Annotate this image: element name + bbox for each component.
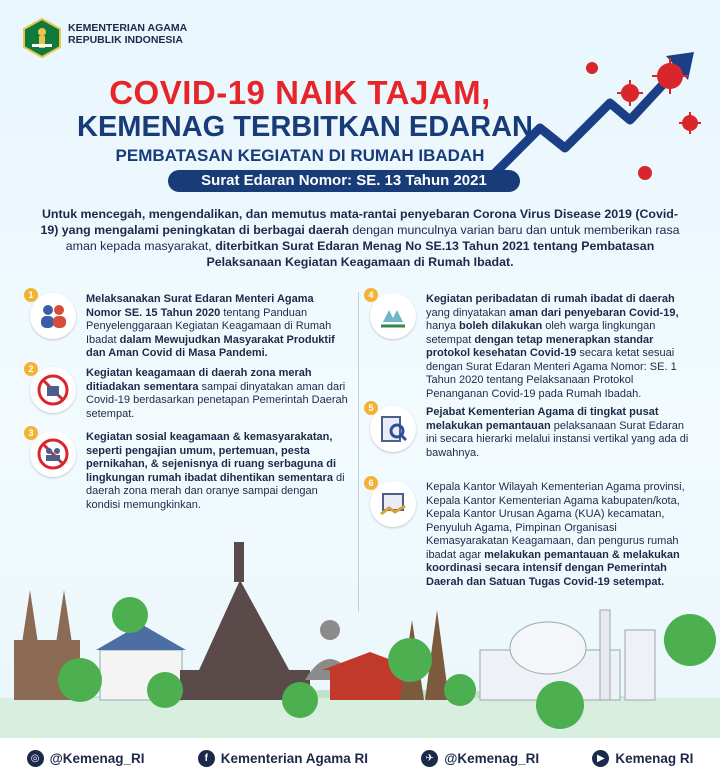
facebook-handle: Kementerian Agama RI [220,750,369,766]
intro-paragraph [40,206,680,270]
no-gathering-icon [28,364,76,413]
point-number: 1 [24,288,38,302]
instagram-link[interactable] [27,750,145,767]
monitoring-icon [368,403,416,452]
prayer-hands-icon [368,290,416,339]
org-line2: REPUBLIK INDONESIA [68,34,183,46]
point-number: 3 [24,426,38,440]
headline-line2: KEMENAG TERBITKAN EDARAN [77,111,533,143]
circular-number-badge: Surat Edaran Nomor: SE. 13 Tahun 2021 [168,170,520,192]
point-4-text-d: hanya [426,320,460,332]
point-3 [28,428,348,512]
point-4-bold-c: aman dari penyebaran Covid-19, [509,306,679,319]
org-name [68,22,187,46]
point-2-text: sampai dinyatakan aman dari Covid-19 berdasarkan penetapan Pemerintah Daerah setempat. [86,380,348,420]
point-4-bold-e: boleh dilakukan [459,320,543,332]
point-4-text-f: oleh warga lingkungan setempat [426,320,656,346]
point-2-bold-a: Kegiatan keagamaan di daerah zona merah ditiadakan sementara [86,367,312,393]
point-4-bold-g: dengan tetap menerapkan standar protokol kesehatan Covid-19 [426,333,654,359]
no-event-icon [28,428,76,477]
point-1-bold-a: Melaksanakan Surat Edaran Menteri Agama Nomor SE. 15 Tahun 2020 [86,293,314,319]
point-1-text: tentang Panduan Penyelenggaraan Kegiatan Keagamaan di Rumah Ibadat [86,306,332,346]
kemenag-logo [22,18,62,58]
headline-line1: COVID-19 NAIK TAJAM, [109,74,491,111]
headline-line3: PEMBATASAN KEGIATAN DI RUMAH IBADAH [115,146,485,165]
point-1 [28,290,348,361]
point-4 [368,290,692,401]
point-5-bold-a: Pejabat Kementerian Agama di tingkat pusat melakukan pemantauan [426,406,659,432]
people-icon [28,290,76,339]
point-4-text-h: secara ketat sesuai dengan Surat Edaran Menteri Agama Nomor: SE. 1 Tahun 2020 tentang Pelaksanaan Protokol Penanganan Covid-19 pada Rumah Ibadah. [426,347,677,400]
point-5 [368,403,692,460]
point-1-bold-c: dalam Mewujudkan Masyarakat Produktif dan Aman Covid di Masa Pandemi. [86,333,335,359]
places-of-worship-illustration [0,520,720,738]
twitter-handle: @Kemenag_RI [444,750,540,766]
twitter-icon: ✈ [421,750,438,767]
twitter-link[interactable] [421,750,539,767]
point-3-bold-a: Kegiatan sosial keagamaan & kemasyarakatan, seperti pengajian umum, pertemuan, pesta pernikahan, & sejenisnya di ruang serbaguna di lingkungan rumah ibadat dihentikan sementara [86,431,337,484]
youtube-icon: ▶ [592,750,609,767]
point-number: 5 [364,401,378,415]
point-number: 6 [364,476,378,490]
footer-social-bar [0,738,720,778]
instagram-icon: ◎ [27,750,44,767]
facebook-icon: f [198,750,215,767]
point-6-bold-b: melakukan pemantauan & melakukan koordinasi secara intensif dengan Pemerintah Daerah dan Satuan Tugas Covid-19 setempat. [426,548,680,588]
point-number: 2 [24,362,38,376]
point-4-bold-a: Kegiatan peribadatan di rumah ibadat di daerah [426,293,675,305]
point-5-text: pelaksanaan Surat Edaran ini secara hierarki melalui instansi vertikal yang ada di bawahnya. [426,419,689,459]
intro-p1-bold: peningkatan di berbagai daerah [162,223,349,237]
intro-p2-bold: diterbitkan Surat Edaran Menag No SE.13 Tahun 2021 tentang Pembatasan Pelaksanaan Kegiatan Keagamaan di Rumah Ibadat. [206,239,655,269]
point-number: 4 [364,288,378,302]
point-2 [28,364,348,421]
facebook-link[interactable] [198,750,368,767]
point-4-text-b: yang dinyatakan [426,306,510,319]
youtube-link[interactable] [592,750,693,767]
org-line1: KEMENTERIAN AGAMA [68,22,188,34]
instagram-handle: @Kemenag_RI [49,750,145,766]
point-3-text: di daerah zona merah dan oranye sampai dengan kondisi memungkinkan. [86,471,345,511]
intro-p2: dengan munculnya varian baru dan untuk memberikan rasa aman kepada masyarakat, [65,223,680,253]
point-6-text: Kepala Kantor Wilayah Kementerian Agama provinsi, Kepala Kantor Kementerian Agama kabupaten/kota, Kepala Kantor Urusan Agama (KUA) kecamatan, Penyuluh Agama, Pimpinan Organisasi Kemasyarakatan Keagamaan, dan pengurus rumah ibadat agar [426,481,685,561]
youtube-handle: Kemenag RI [615,750,694,766]
intro-p1: Untuk mencegah, mengendalikan, dan memutus mata-rantai penyebaran Corona Virus Disease 2019 (Covid-19) yang mengalami [40,207,678,237]
